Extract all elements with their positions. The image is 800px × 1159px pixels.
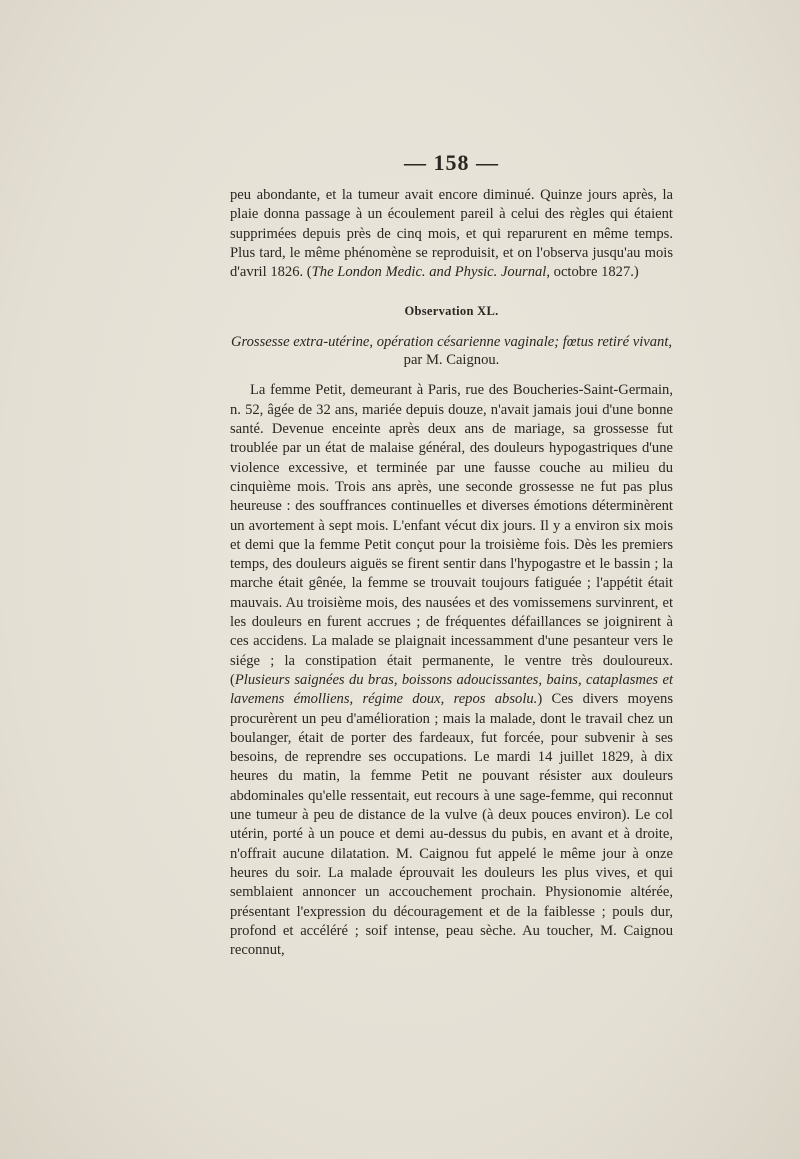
paragraph-case [230,381,673,960]
case-text-part2: ) Ces divers moyens procurèrent un peu d'amélioration ; mais la malade, dont le travail chez un boulanger, était de porter des fardeaux, fut forcée, pour subvenir à ses besoins, de reprendre ses occupations. Le mardi 14 juillet 1829, à dix heures du matin, la femme Petit ne pouvant résister aux douleurs abdominales qu'elle ressentait, eut recours à une sage-femme, qui reconnut une tumeur à peu de distance de la vulve (à deux pouces environ). Le col utérin, porté à un pouce et demi au-dessus du pubis, en avant et à droite, n'offrait aucune dilatation. M. Caignou fut appelé le même jour à onze heures du soir. La malade éprouvait les douleurs les plus vives, et qui semblaient annoncer un accouchement prochain. Physionomie altérée, présentant l'expression du découragement et de la faiblesse ; pouls dur, profond et accéléré ; soif intense, peau sèche. Au toucher, M. Caignou reconnut, [230,691,674,959]
page-number: — 158 — [404,150,499,175]
paragraph1-date: , octobre 1827.) [546,264,639,281]
case-text-part1: La femme Petit, demeurant à Paris, rue des Boucheries-Saint-Germain, n. 52, âgée de 32 ans, mariée depuis douze, n'avait jamais joui d'une bonne santé. Devenue enceinte après deux ans de mariage, sa grossesse fut troublée par un état de malaise général, des douleurs hypogastriques d'une violence excessive, et terminée par une fausse couche au milieu du cinquième mois. Trois ans après, une seconde grossesse ne fut pas plus heureuse : des souffrances continuelles et diverses émotions déterminèrent un avortement à sept mois. L'enfant vécut dix jours. Il y a environ six mois et demi que la femme Petit conçut pour la troisième fois. Dès les premiers temps, des douleurs aiguës se firent sentir dans l'hypogastre et le bassin ; la marche était gênée, la femme se trouvait toujours fatiguée ; l'appétit était mauvais. Au troisième mois, des nausées et des vomissemens survinrent, et les douleurs en furent accrues ; de fréquentes défaillances se joignirent à ces accidens. La malade se plaignait incessamment d'une pesanteur vers le siége ; la constipation était permanente, le ventre très douloureux. ( [230,382,673,688]
subtitle-italic: Grossesse extra-utérine, opération césarienne vaginale; fœtus retiré vivant [230,334,669,351]
subtitle-author: , par M. Caignou. [403,334,673,369]
observation-heading: Observation XL. [404,304,499,319]
treatment-list: Plusieurs saignées du bras, boissons adoucissantes, bains, cataplasmes et lavemens émolliens, régime doux, repos absolu. [230,671,673,708]
observation-subtitle [230,333,673,369]
journal-citation: The London Medic. and Physic. Journal [311,264,547,281]
paragraph-continuation [230,186,673,282]
text-block [230,150,673,960]
paragraph1-text: peu abondante, et la tumeur avait encore diminué. Quinze jours après, la plaie donna passage à un écoulement pareil à celui des règles qui étaient supprimées depuis près de cinq mois, et qui reparurent en même temps. Plus tard, le même phénomène se reproduisit, et on l'observa jusqu'au mois d'avril 1826. ( [230,187,673,281]
